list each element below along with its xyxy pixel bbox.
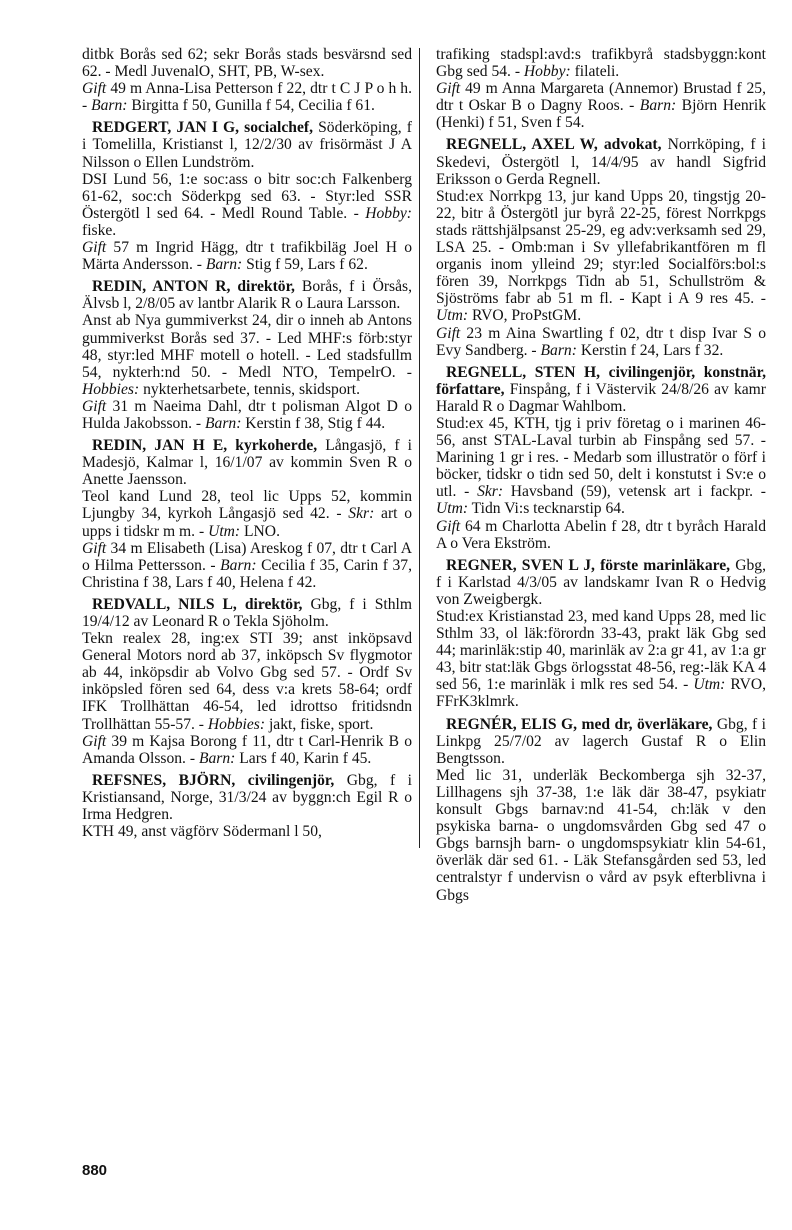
entry-text: Skr: [348, 505, 375, 523]
entry-paragraph [436, 608, 766, 711]
entry-name: REDIN, JAN H E, [92, 437, 228, 455]
entry-text: Utm: [693, 676, 726, 694]
entry-refsnes [82, 772, 412, 840]
entry-text: 64 m Charlotta Abelin f 28, dtr t byråch Harald A o Vera Ekström. [436, 517, 766, 552]
entry-paragraph [436, 325, 766, 359]
entry-text: Stud:ex Norrkpg 13, jur kand Upps 20, tingstjg 20-22, bitr å Östergötl jur byrå 22-25, förest Norrkpgs stads rättshjälpsanst 25-29, eg adv:verksamh sed 29, LSA 25. - Omb:man i Sv yllefabrikantfören m fl organis inom ylleind 29; styr:led Socialförs:bol:s fören 39, Norrkpgs Tidn ab 51, Schullström & Sjöströms fabr ab 51 m fl. - Kapt i A 9 res 45. - [436, 187, 766, 308]
entry-text: Gift [82, 80, 107, 98]
entry-text: trafiking stadspl:avd:s trafikbyrå stadsbyggn:kont Gbg sed 54. - [436, 46, 766, 81]
entry-regnell-axel [436, 136, 766, 358]
entry-text: 34 m Elisabeth (Lisa) Areskog f 07, dtr t Carl A o Hilma Pettersson. - [82, 539, 412, 574]
entry-text: Barn: [205, 414, 242, 432]
entry-redvall [82, 596, 412, 767]
entry-text: Gift [82, 732, 107, 750]
entry-paragraph [436, 80, 766, 131]
entry-text: Anst ab Nya gummiverkst 24, dir o inneh ab Antons gummiverkst Borås sed 37. - Led MHF:s förb:styr 48, styr:led MHF motell o hotell. - Led stadsfullm 54, nykterh:nd 50. - Medl NTO, TempelrO. - [82, 312, 412, 381]
entry-title: socialchef, [244, 119, 313, 137]
entry-regnell-sten [436, 364, 766, 552]
entry-text: Gbg, f i Karlstad 4/3/05 av landskamr Ivan R o Hedvig von Zweigbergk. [436, 556, 767, 608]
entry-paragraph [436, 46, 766, 80]
entry-paragraph [436, 364, 766, 415]
entry-text: ditbk Borås sed 62; sekr Borås stads besvärsnd sed 62. - Medl JuvenalO, SHT, PB, W-sex. [82, 46, 412, 81]
entry-paragraph [82, 437, 412, 488]
entry-text: 49 m Anna-Lisa Petterson f 22, dtr t C J P o h h. - [82, 80, 412, 115]
entry-text: 31 m Naeima Dahl, dtr t polisman Algot D o Hulda Jakobsson. - [82, 397, 412, 432]
entry-paragraph [82, 80, 412, 114]
entry-paragraph [436, 716, 766, 767]
entry-text: Barn: [220, 556, 257, 574]
entry-text: Tekn realex 28, ing:ex STI 39; anst inköpsavd General Motors nord ab 37, inköpsch Sv flygmotor ab 44, inköpsdir ab Volvo Gbg sed 57. - Ordf Sv inköpsled fören sed 64, dess v:a krets 58-64; ordf IFK Trollhättan 46-54, led idrottso fritidsndn Trollhättan 55-57. - [82, 630, 412, 733]
entry-paragraph [436, 518, 766, 552]
entry-text: Utm: [436, 307, 469, 325]
entry-text: Hobbies: [82, 380, 140, 398]
entry-text: Hobby: [523, 63, 571, 81]
entry-paragraph [82, 171, 412, 239]
entry-paragraph [82, 312, 412, 397]
entry-regner [436, 557, 766, 711]
entry-paragraph [82, 630, 412, 733]
entry-redgert [82, 119, 412, 273]
entry-regner-elis [436, 716, 766, 904]
column-divider [419, 48, 420, 848]
entry-title: kyrkoherde, [235, 437, 318, 455]
entry-cont [82, 46, 412, 114]
entry-text: LNO. [240, 522, 280, 540]
left-column [82, 46, 412, 840]
entry-text: Barn: [91, 97, 128, 115]
entry-text: Med lic 31, underläk Beckomberga sjh 32-37, Lillhagens sjh 37-38, 1:e läk där 38-47, psykiatr konsult Gbgs barnav:nd 41-54, ch:läk v den psykiska barna- o ungdomsvården Gbg sed 47 o Gbgs barnsjh barn- o ungdomspsykiatr klin 54-61, överläk där sed 61. - Läk Stefansgården sed 53, led centralstyr f undervisn o vård av psyk efterblivna i Gbgs [436, 766, 766, 904]
entry-text: Skr: [477, 483, 504, 501]
entry-text: Gbg, f i Linkpg 25/7/02 av lagerch Gustaf R o Elin Bengtsson. [436, 715, 766, 767]
entry-text: Barn: [198, 749, 236, 767]
entry-text: Barn: [540, 341, 577, 359]
entry-text: Lars f 40, Karin f 45. [235, 749, 372, 767]
entry-text [237, 596, 245, 613]
entry-text: Finspång, f i Västervik 24/8/26 av kamr Harald R o Dagmar Wahlbom. [436, 380, 766, 415]
entry-text: Norrköping, f i Skedevi, Östergötl l, 14/4/95 av handl Sigfrid Eriksson o Gerda Regnell. [436, 136, 766, 188]
entry-text: 39 m Kajsa Borong f 11, dtr t Carl-Henrik B o Amanda Olsson. - [82, 732, 412, 767]
entry-name: REGNER, SVEN L J, [446, 556, 595, 574]
entry-paragraph [436, 767, 766, 904]
entry-text: Gift [436, 80, 461, 98]
entry-name: REDGERT, JAN I G, [92, 119, 240, 137]
entry-paragraph [82, 823, 412, 840]
entry-text: Gbg, f i Kristiansand, Norge, 31/3/24 av byggn:ch Egil R o Irma Hedgren. [82, 771, 412, 824]
entry-text: Cecilia f 35, Carin f 37, Christina f 38, Lars f 40, Helena f 42. [82, 556, 412, 591]
entry-text: Stud:ex 45, KTH, tjg i priv företag o i marinen 46-56, anst STAL-Laval turbin ab Finspång sed 57. - Marining 1 gr i res. - Medarb som illustratör o förf i böcker, tidskr o tidn sed 50, delt i konstutst i Sv:e o utl. - [436, 414, 766, 501]
entry-text: Stud:ex Kristianstad 23, med kand Upps 28, med lic Sthlm 33, ol läk:förordn 33-43, prakt läk Gbg sed 44; marinläk:stip 40, marinläk av 2:a gr 41, av 1:a gr 43, bitr stat:läk Gbgs örlogsstat 48-56, reg:-läk KA 4 sed 56, 1:e marinläk i mlk res sed 54. - [436, 608, 766, 694]
entry-redin-anton [82, 278, 412, 432]
entry-paragraph [436, 557, 766, 608]
entry-text: RVO, FFrK3klmrk. [436, 676, 766, 711]
entry-text: KTH 49, anst vägförv Södermanl l 50, [82, 823, 322, 841]
entry-title: civilingenjör, [247, 771, 335, 789]
entry-redin-jan [82, 437, 412, 591]
entry-text: Birgitta f 50, Gunilla f 54, Cecilia f 61. [127, 97, 375, 115]
entry-text: Barn: [205, 256, 243, 274]
entry-text: Hobbies: [207, 715, 266, 733]
entry-text: Kerstin f 38, Stig f 44. [241, 414, 386, 432]
entry-name: REGNELL, STEN H, [446, 363, 601, 381]
entry-name: REGNÉR, ELIS G, [446, 715, 578, 733]
entry-paragraph [82, 119, 412, 170]
entry-text: Utm: [436, 500, 469, 518]
entry-title: förste marinläkare, [600, 556, 731, 574]
entry-text: nykterhetsarbete, tennis, skidsport. [139, 380, 361, 398]
entry-name: REDIN, ANTON R, [92, 278, 231, 296]
entry-text: jakt, fiske, sport. [265, 715, 374, 733]
entry-name: REFSNES, BJÖRN, [92, 771, 236, 789]
entry-text: Havsband (59), vetensk art i fackpr. - [503, 483, 766, 501]
entry-text: 49 m Anna Margareta (Annemor) Brustad f 25, dtr t Oskar B o Dagny Roos. - [436, 80, 766, 115]
entry-text: Gift [436, 324, 461, 342]
entry-paragraph [436, 188, 766, 325]
entry-paragraph [82, 398, 412, 432]
entry-text: Söderköping, f i Tomelilla, Kristianst l, 12/2/30 av frisörmäst J A Nilsson o Ellen Lundström. [82, 119, 412, 171]
entry-text: Barn: [639, 97, 677, 115]
entry-paragraph [82, 46, 412, 80]
entry-paragraph [82, 596, 412, 630]
entry-text: Gift [82, 539, 107, 557]
entry-text: DSI Lund 56, 1:e soc:ass o bitr soc:ch Falkenberg 61-62, soc:ch Söderkpg sed 63. - Styr:led SSR Östergötl l sed 64. - Medl Round Table. - [82, 170, 412, 222]
entry-name: REGNELL, AXEL W, [446, 136, 598, 154]
entry-cont2 [436, 46, 766, 131]
entry-text: fiske. [82, 221, 117, 239]
entry-title: direktör, [237, 278, 295, 296]
entry-paragraph [82, 733, 412, 767]
entry-text: 57 m Ingrid Hägg, dtr t trafikbiläg Joel H o Märta Andersson. - [82, 239, 412, 274]
entry-text: Björn Henrik (Henki) f 51, Sven f 54. [436, 97, 766, 132]
entry-text: filateli. [570, 63, 620, 81]
entry-text: art o upps i tidskr m m. - [82, 505, 412, 540]
entry-text: Utm: [208, 522, 241, 540]
entry-title: advokat, [603, 136, 662, 154]
entry-text: RVO, ProPstGM. [468, 307, 582, 325]
entry-paragraph [82, 239, 412, 273]
entry-text: Teol kand Lund 28, teol lic Upps 52, kommin Ljungby 34, kyrkoh Långasjö sed 42. - [82, 488, 412, 523]
entry-name: REDVALL, NILS L, [92, 595, 237, 613]
entry-text: Hobby: [365, 204, 412, 222]
entry-paragraph [82, 772, 412, 823]
entry-text: Kerstin f 24, Lars f 32. [576, 341, 724, 359]
entry-text: Tidn Vi:s tecknarstip 64. [468, 500, 625, 518]
entry-text: Gift [82, 239, 107, 257]
entry-title: med dr, överläkare, [581, 715, 713, 733]
entry-text [235, 772, 247, 789]
entry-text: Gift [82, 397, 107, 415]
entry-text: Gbg, f i Sthlm 19/4/12 av Leonard R o Tekla Sjöholm. [82, 595, 412, 630]
entry-paragraph [82, 540, 412, 591]
entry-title: direktör, [244, 595, 303, 613]
page-number: 880 [82, 1162, 108, 1179]
entry-text: Stig f 59, Lars f 62. [242, 256, 368, 274]
entry-text: 23 m Aina Swartling f 02, dtr t disp Ivar S o Evy Sandberg. - [436, 324, 766, 359]
entry-paragraph [82, 488, 412, 539]
entry-paragraph [82, 278, 412, 312]
entry-title: civilingenjör, konstnär, författare, [436, 363, 766, 398]
entry-text: Borås, f i Örsås, Älvsb l, 2/8/05 av lantbr Alarik R o Laura Larsson. [82, 278, 412, 313]
entry-paragraph [436, 136, 766, 187]
entry-paragraph [436, 415, 766, 518]
entry-text [600, 364, 609, 381]
right-column [436, 46, 766, 904]
entry-text: Gift [436, 517, 461, 535]
entry-text: Långasjö, f i Madesjö, Kalmar l, 16/1/07 av kommin Sven R o Anette Jaensson. [82, 437, 412, 489]
